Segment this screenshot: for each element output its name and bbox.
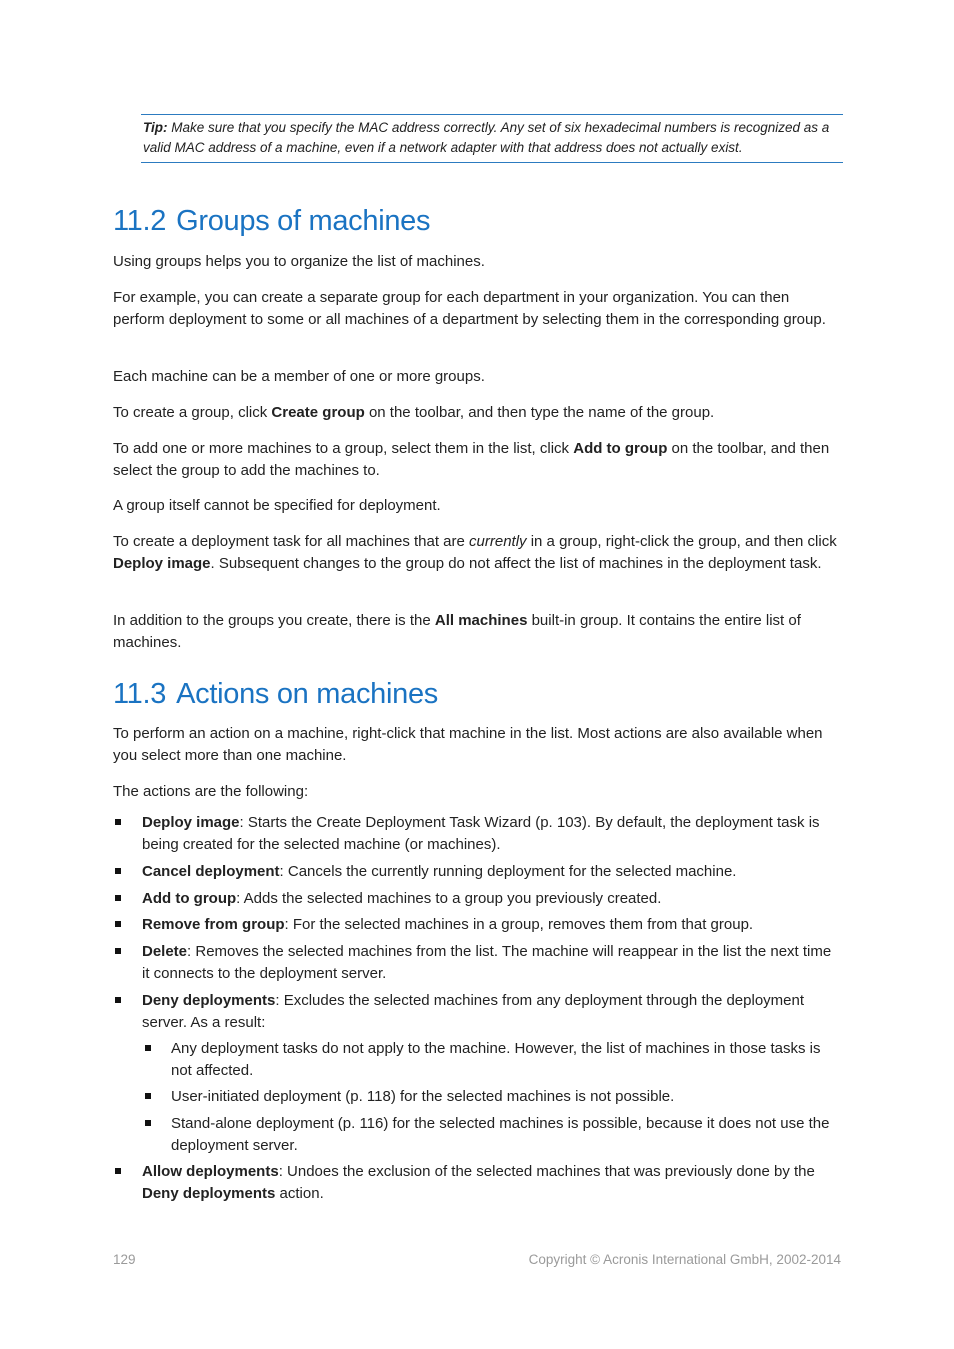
sub-list-item: User-initiated deployment (p. 118) for the selected machines is not possible. bbox=[171, 1086, 841, 1108]
term-create-group: Create group bbox=[271, 404, 365, 421]
term-add-to-group: Add to group bbox=[573, 440, 668, 457]
section-number: 11.3 bbox=[113, 678, 167, 710]
paragraph: Using groups helps you to organize the list of machines. bbox=[113, 253, 485, 270]
paragraph: In addition to the groups you create, there is the All machines built-in group. It contains the entire list of machines. bbox=[113, 612, 801, 651]
section-number: 11.2 bbox=[113, 205, 167, 237]
section-heading-actions bbox=[113, 678, 438, 711]
bullet-icon bbox=[145, 1120, 151, 1126]
sub-list-item: Stand-alone deployment (p. 116) for the selected machines is possible, because it does not use the deployment server. bbox=[171, 1113, 841, 1156]
list-item: Delete: Removes the selected machines from the list. The machine will reappear in the list the next time it connects to the deployment server. bbox=[142, 941, 842, 984]
paragraph: To add one or more machines to a group, select them in the list, click Add to group on the toolbar, and then select the group to add the machines to. bbox=[113, 440, 830, 479]
bullet-icon bbox=[145, 1045, 151, 1051]
bullet-icon bbox=[115, 997, 121, 1003]
list-item: Deny deployments: Excludes the selected machines from any deployment through the deployment server. As a result: bbox=[142, 990, 842, 1033]
bullet-icon bbox=[115, 921, 121, 927]
paragraph: The actions are the following: bbox=[113, 783, 309, 800]
term-all-machines: All machines bbox=[434, 612, 528, 629]
section-heading-groups bbox=[113, 205, 430, 238]
bullet-icon bbox=[115, 895, 121, 901]
paragraph: Each machine can be a member of one or more groups. bbox=[113, 368, 485, 385]
bullet-icon bbox=[115, 948, 121, 954]
copyright-notice: Copyright © Acronis International GmbH, 2002-2014 bbox=[528, 1252, 841, 1267]
section-title: Actions on machines bbox=[176, 678, 438, 710]
paragraph: To create a group, click Create group on the toolbar, and then type the name of the group. bbox=[113, 404, 715, 421]
list-item: Deploy image: Starts the Create Deployment Task Wizard (p. 103). By default, the deployment task is being created for the selected machine (or machines). bbox=[142, 812, 842, 855]
section-title: Groups of machines bbox=[176, 205, 431, 237]
term-deploy-image: Deploy image bbox=[113, 554, 211, 572]
paragraph: To create a deployment task for all machines that are currently in a group, right-click the group, and then click Deploy image. Subsequent changes to the group do not affect the list of machines in the deployment task. bbox=[113, 533, 837, 572]
list-item: Allow deployments: Undoes the exclusion of the selected machines that was previously done by the Deny deployments action. bbox=[142, 1161, 842, 1204]
page-number: 129 bbox=[113, 1252, 136, 1267]
list-item: Cancel deployment: Cancels the currently running deployment for the selected machine. bbox=[142, 861, 842, 883]
list-item: Add to group: Adds the selected machines to a group you previously created. bbox=[142, 888, 842, 910]
tip-box bbox=[141, 114, 843, 163]
tip-text: Make sure that you specify the MAC address correctly. Any set of six hexadecimal numbers is recognized as a valid MAC address of a machine, even if a network adapter with that address does not actually exist. bbox=[143, 120, 830, 155]
paragraph: For example, you can create a separate group for each department in your organization. You can then perform deployment to some or all machines of a department by selecting them in the corresponding group. bbox=[113, 289, 826, 328]
paragraph: A group itself cannot be specified for deployment. bbox=[113, 497, 441, 514]
tip-label: Tip: bbox=[143, 120, 168, 135]
bullet-icon bbox=[115, 868, 121, 874]
sub-list-item: Any deployment tasks do not apply to the machine. However, the list of machines in those tasks is not affected. bbox=[171, 1038, 841, 1081]
bullet-icon bbox=[115, 819, 121, 825]
bullet-icon bbox=[145, 1093, 151, 1099]
paragraph: To perform an action on a machine, right-click that machine in the list. Most actions are also available when you select more than one machine. bbox=[113, 725, 823, 764]
bullet-icon bbox=[115, 1168, 121, 1174]
list-item: Remove from group: For the selected machines in a group, removes them from that group. bbox=[142, 914, 842, 936]
